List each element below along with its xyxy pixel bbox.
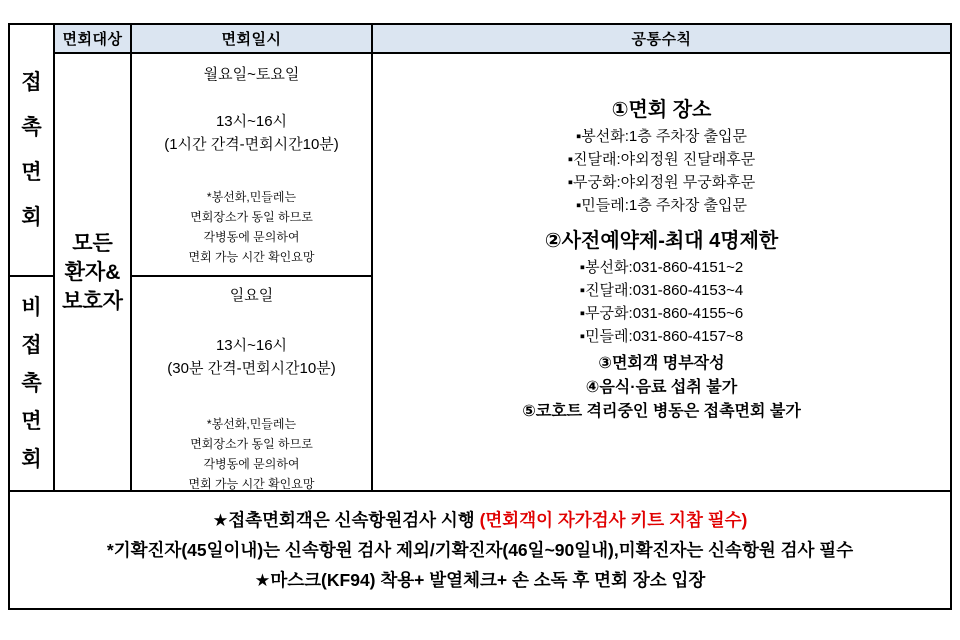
column-header-schedule-label: 면회일시 <box>221 31 282 48</box>
warning-line-2: *기확진자(45일이내)는 신속항원 검사 제외/기확진자(46일~90일내),미확진자는 신속항원 검사 필수 <box>106 540 854 560</box>
warning-line-1 <box>213 505 748 535</box>
schedule-time: 13시~16시 <box>215 337 288 354</box>
schedule-note-line: 각병동에 문의하여 <box>203 230 300 244</box>
rules-cell <box>373 54 950 492</box>
row-label-char: 접 <box>21 334 42 357</box>
target-cell <box>55 54 132 492</box>
rule-item: ▪민들레:1층 주차장 출입문 <box>575 196 748 214</box>
warning-line-1-red: (면회객이 자가검사 키트 지참 필수) <box>479 510 748 530</box>
row-label-char: 회 <box>21 206 42 229</box>
row-label-contact-visit <box>10 25 55 277</box>
rule-item: ▪무궁화:야외정원 무궁화후문 <box>567 173 756 191</box>
rule-section1-items <box>568 125 756 217</box>
warnings-cell <box>10 492 950 608</box>
row-label-char: 촉 <box>21 116 42 139</box>
row-label-char: 회 <box>21 448 42 471</box>
rule-section2-heading: ②사전예약제-최대 4명제한 <box>544 229 779 252</box>
warning-line-1-black: ★접촉면회객은 신속항원검사 시행 <box>212 510 480 530</box>
row-label-char: 면 <box>21 161 42 184</box>
column-header-target <box>55 25 132 54</box>
rule-extra-line: ③면회객 명부작성 <box>598 354 725 372</box>
rule-extra-line: ④음식·음료 섭취 불가 <box>585 378 738 396</box>
schedule-time: 13시~16시 <box>215 113 288 130</box>
row-label-noncontact-visit <box>10 277 55 492</box>
warning-line-3: ★마스크(KF94) 착용+ 발열체크+ 손 소독 후 면회 장소 입장 <box>254 570 706 590</box>
schedule-interval: (1시간 간격-면회시간10분) <box>164 136 339 153</box>
schedule-note <box>189 414 315 492</box>
schedule-note-line: 각병동에 문의하여 <box>203 457 300 471</box>
rule-phone-item: ▪봉선화:031-860-4151~2 <box>579 258 744 276</box>
row-label-char: 비 <box>21 296 42 319</box>
row-label-char: 촉 <box>21 372 42 395</box>
rule-extra-line: ⑤코호트 격리중인 병동은 접촉면회 불가 <box>522 402 801 420</box>
rule-section1-heading: ①면회 장소 <box>611 98 712 121</box>
schedule-sunday-cell <box>132 277 373 492</box>
schedule-note-line: 면회장소가 동일 하므로 <box>190 210 313 224</box>
target-line: 모든 <box>72 231 113 255</box>
column-header-rules <box>373 25 950 54</box>
column-header-rules-label: 공통수칙 <box>631 31 692 48</box>
schedule-note <box>189 187 315 267</box>
target-line: 보호자 <box>62 289 123 313</box>
schedule-note-line: 면회장소가 동일 하므로 <box>190 437 313 451</box>
schedule-interval: (30분 간격-면회시간10분) <box>167 360 336 377</box>
rule-item: ▪봉선화:1층 주차장 출입문 <box>575 127 748 145</box>
schedule-note-line: *봉선화,민들레는 <box>206 417 297 431</box>
rule-phone-item: ▪무궁화:031-860-4155~6 <box>579 304 744 322</box>
schedule-note-line: 면회 가능 시간 확인요망 <box>188 250 315 264</box>
schedule-note-line: *봉선화,민들레는 <box>206 190 297 204</box>
target-line: 환자& <box>64 260 121 284</box>
row-label-char: 접 <box>21 71 42 94</box>
rule-section2-items <box>580 256 743 348</box>
schedule-note-line: 면회 가능 시간 확인요망 <box>188 477 315 491</box>
schedule-monsat-cell <box>132 54 373 277</box>
schedule-days: 월요일~토요일 <box>203 66 300 83</box>
visitation-notice-table <box>8 23 952 610</box>
rule-item: ▪진달래:야외정원 진달래후문 <box>567 150 756 168</box>
rule-extra-items <box>522 352 801 424</box>
row-label-char: 면 <box>21 410 42 433</box>
schedule-days: 일요일 <box>229 287 274 304</box>
rule-phone-item: ▪진달래:031-860-4153~4 <box>579 281 744 299</box>
column-header-schedule <box>132 25 373 54</box>
rule-phone-item: ▪민들레:031-860-4157~8 <box>579 327 744 345</box>
column-header-target-label: 면회대상 <box>62 31 123 48</box>
